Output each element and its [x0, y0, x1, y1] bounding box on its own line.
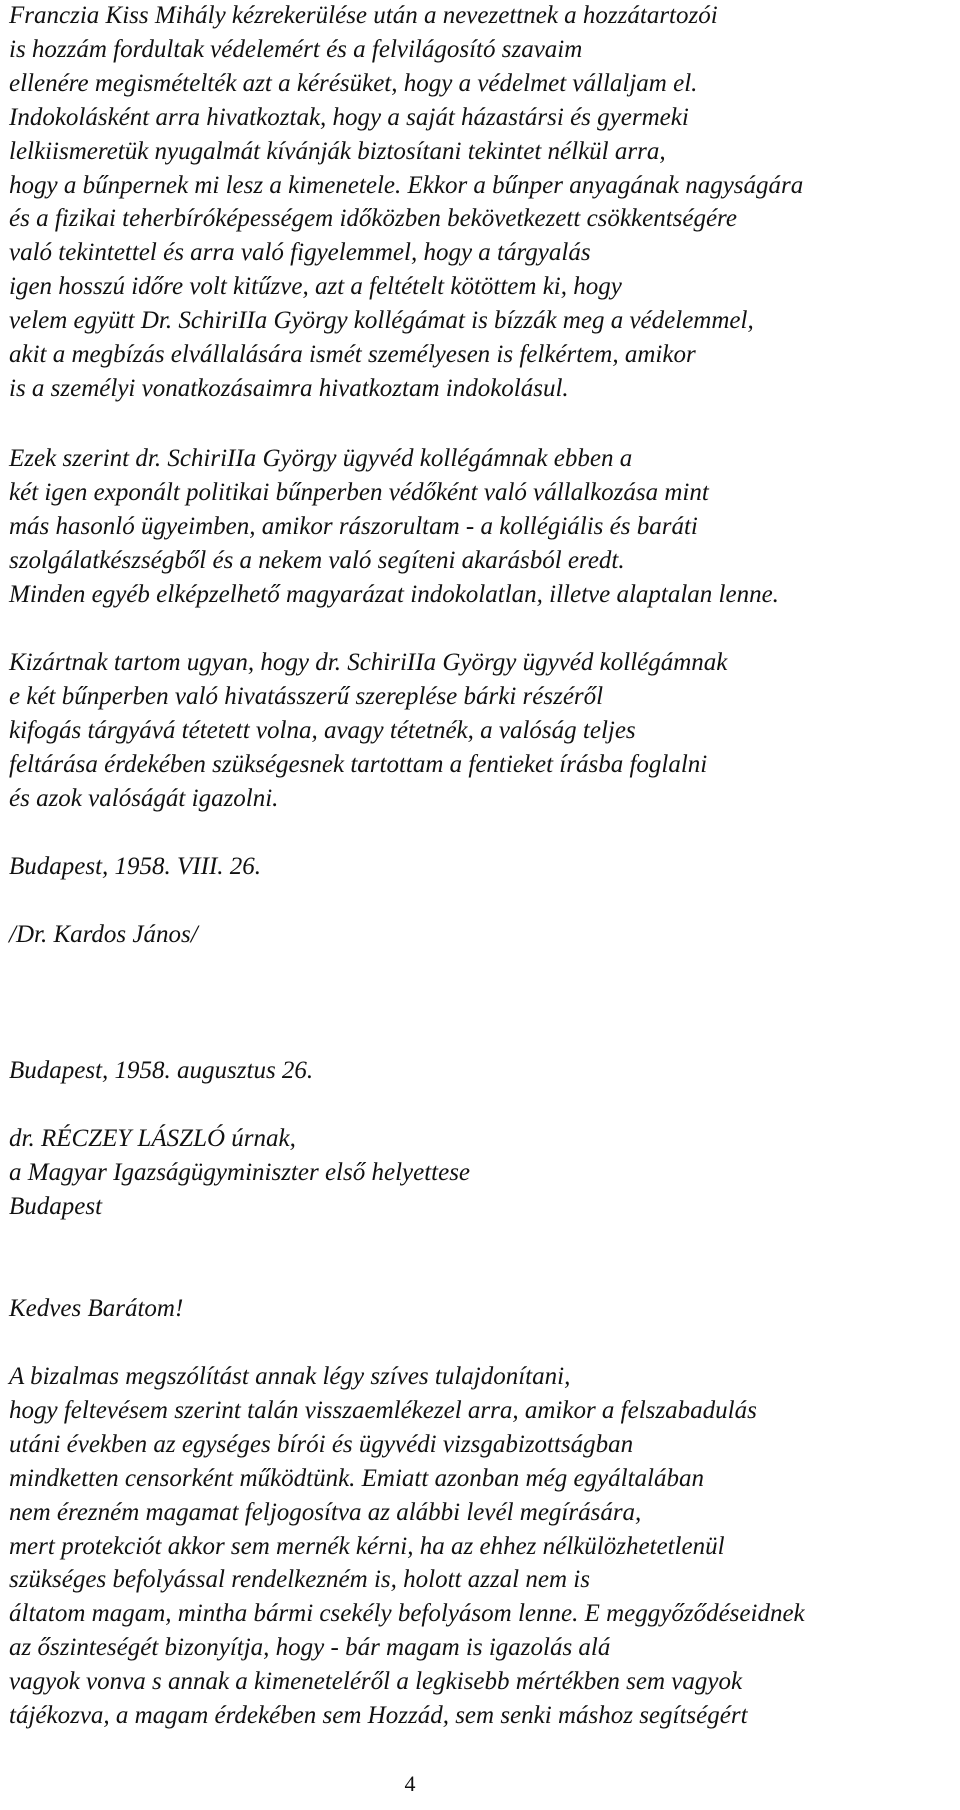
paragraph-2	[9, 442, 957, 612]
text-line: mindketten censorként működtünk. Emiatt azonban még egyáltalában	[9, 1464, 704, 1492]
text-line: hogy a bűnpernek mi lesz a kimenetele. Ekkor a bűnper anyagának nagyságára	[9, 171, 804, 199]
text-line: tájékozva, a magam érdekében sem Hozzád, sem senki máshoz segítségért	[9, 1702, 748, 1730]
text-line: Ezek szerint dr. SchiriIIa György ügyvéd kollégámnak ebben a	[9, 445, 633, 472]
text-line: lelkiismeretük nyugalmát kívánják biztosítani tekintet nélkül arra,	[9, 137, 666, 165]
text-line: hogy feltevésem szerint talán visszaemlékezel arra, amikor a felszabadulás	[9, 1396, 757, 1424]
text-line: /Dr. Kardos János/	[9, 921, 198, 948]
text-line: Budapest	[9, 1192, 103, 1220]
text-line: Kedves Barátom!	[9, 1295, 184, 1322]
text-line: vagyok vonva s annak a kimeneteléről a legkisebb mértékben sem vagyok	[9, 1668, 743, 1696]
text-line: áltatom magam, mintha bármi csekély befolyásom lenne. E meggyőződéseidnek	[9, 1600, 805, 1628]
text-line: és azok valóságát igazolni.	[9, 784, 279, 812]
text-line: utáni években az egységes bírói és ügyvédi vizsgabizottságban	[9, 1430, 634, 1458]
page-number: 4	[404, 1771, 416, 1796]
date-line	[9, 850, 957, 884]
text-line: akit a megbízás elvállalására ismét személyesen is felkértem, amikor	[9, 341, 696, 369]
text-line: feltárása érdekében szükségesnek tartottam a fentieket írásba foglalni	[9, 750, 708, 778]
text-line: Franczia Kiss Mihály kézrekerülése után a nevezettnek a hozzátartozói	[9, 2, 718, 29]
text-line: Minden egyéb elképzelhető magyarázat indokolatlan, illetve alaptalan lenne.	[9, 580, 779, 608]
salutation	[9, 1292, 957, 1326]
text-line: kifogás tárgyává tétetett volna, avagy tétetnék, a valóság teljes	[9, 716, 636, 744]
text-line: két igen exponált politikai bűnperben védőként való vállalkozása mint	[9, 478, 709, 506]
text-line: is a személyi vonatkozásaimra hivatkoztam indokolásul.	[9, 374, 569, 402]
letter-date	[9, 1054, 957, 1088]
text-line: való tekintettel és arra való figyelemmel, hogy a tárgyalás	[9, 239, 591, 267]
signature	[9, 918, 957, 952]
text-line: A bizalmas megszólítást annak légy szíves tulajdonítani,	[9, 1363, 571, 1390]
text-line: Budapest, 1958. VIII. 26.	[9, 853, 262, 880]
text-line: szükséges befolyással rendelkezném is, holott azzal nem is	[9, 1566, 590, 1594]
text-line: Kizártnak tartom ugyan, hogy dr. SchiriIIa György ügyvéd kollégámnak	[9, 649, 728, 676]
text-line: Indokolásként arra hivatkoztak, hogy a saját házastársi és gyermeki	[9, 103, 689, 131]
text-line: igen hosszú időre volt kitűzve, azt a feltételt kötöttem ki, hogy	[9, 273, 622, 301]
paragraph-4	[9, 1360, 957, 1733]
text-line: velem együtt Dr. SchiriIIa György kollégámat is bízzák meg a védelemmel,	[9, 307, 754, 335]
text-line: és a fizikai teherbíróképességem időközben bekövetkezett csökkentségére	[9, 205, 737, 233]
text-line: ellenére megismételték azt a kérésüket, hogy a védelmet vállaljam el.	[9, 69, 698, 97]
text-line: szolgálatkészségből és a nekem való segíteni akarásból eredt.	[9, 546, 625, 574]
text-line: e két bűnperben való hivatásszerű szereplése bárki részéről	[9, 682, 604, 710]
text-line: mert protekciót akkor sem mernék kérni, ha az ehhez nélkülözhetetlenül	[9, 1532, 725, 1560]
text-line: Budapest, 1958. augusztus 26.	[9, 1057, 314, 1084]
text-line: a Magyar Igazságügyminiszter első helyettese	[9, 1158, 471, 1186]
text-line: nem érezném magamat feljogosítva az alábbi levél megírására,	[9, 1498, 642, 1526]
text-line: is hozzám fordultak védelemért és a felvilágosító szavaim	[9, 35, 583, 63]
text-line: dr. RÉCZEY LÁSZLÓ úrnak,	[9, 1125, 296, 1152]
text-line: az őszinteségét bizonyítja, hogy - bár magam is igazolás alá	[9, 1634, 611, 1662]
paragraph-1	[9, 0, 957, 406]
text-line: más hasonló ügyeimben, amikor rászorultam - a kollégiális és baráti	[9, 512, 698, 540]
paragraph-3	[9, 646, 957, 816]
recipient-address	[9, 1122, 957, 1224]
